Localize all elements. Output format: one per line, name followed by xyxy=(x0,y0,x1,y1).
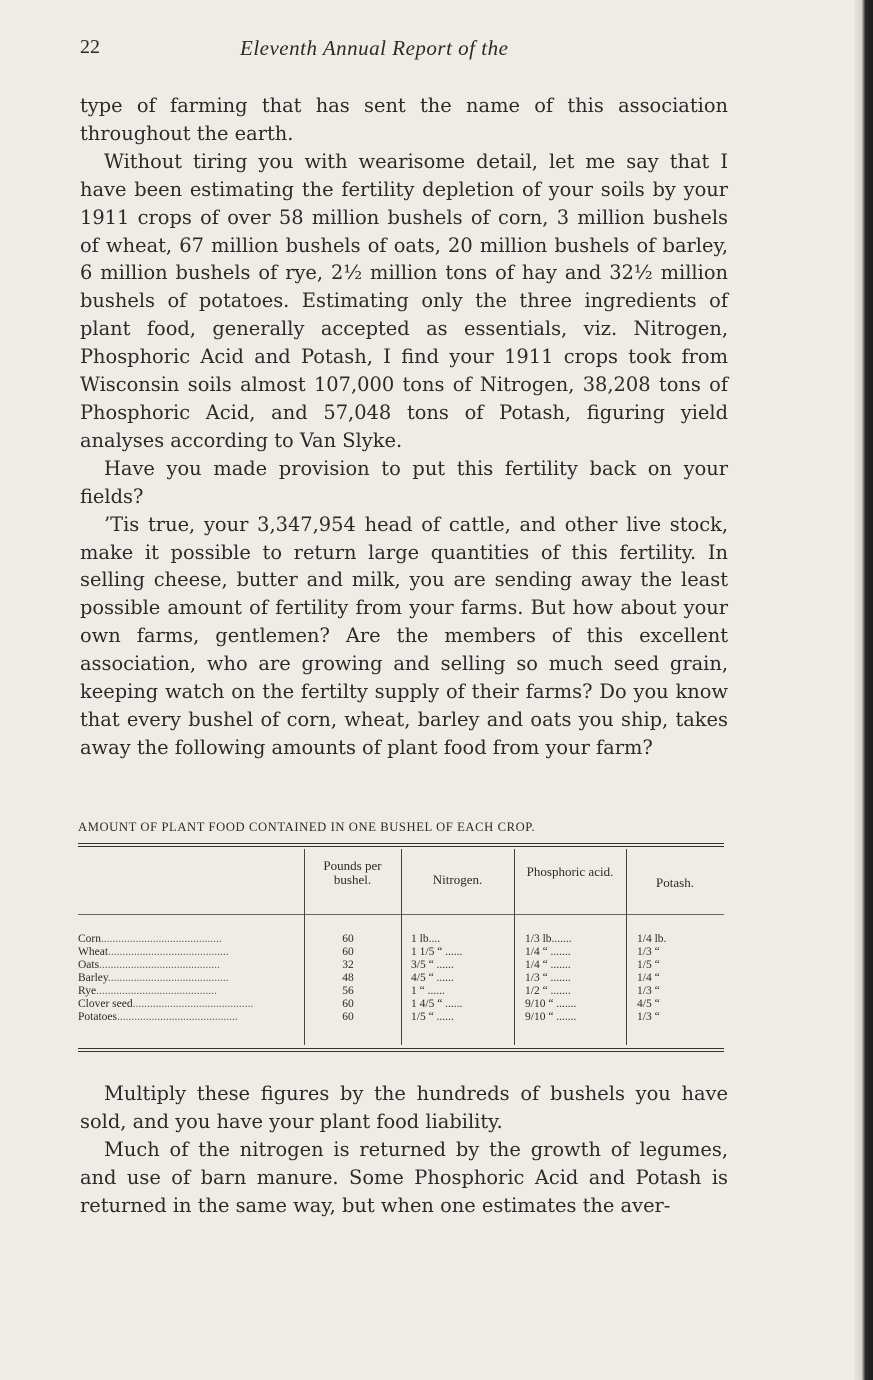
phosphoric-cell: 1/3 lb....... xyxy=(525,933,572,945)
table-top-rule xyxy=(78,843,724,844)
lbs-cell: 60 xyxy=(342,998,354,1010)
table-top-rule-double xyxy=(78,846,724,847)
lbs-cell: 60 xyxy=(342,1011,354,1023)
phosphoric-cell: 1/4 “ ....... xyxy=(525,946,571,958)
paragraph: Have you made provision to put this fertility back on your fields? xyxy=(80,456,728,508)
plant-food-table xyxy=(78,843,724,1055)
nitrogen-cell: 4/5 “ ...... xyxy=(411,972,454,984)
potash-cell: 1/4 lb. xyxy=(637,933,667,945)
lbs-cell: 60 xyxy=(342,933,354,945)
crop-name: Wheat xyxy=(78,946,109,958)
crop-name: Corn xyxy=(78,933,101,945)
paragraph: Much of the nitrogen is returned by the growth of legumes, and use of barn manure. Some Phosphoric Acid and Potash is returned in the same way, but when one estimates the aver- xyxy=(80,1137,728,1217)
lbs-cell: 56 xyxy=(342,985,354,997)
nitrogen-cell: 1 1/5 “ ...... xyxy=(411,946,463,958)
potash-cell: 1/3 “ xyxy=(637,946,660,958)
potash-cell: 1/4 “ xyxy=(637,972,660,984)
running-head: Eleventh Annual Report of the xyxy=(240,36,509,60)
table-caption: AMOUNT OF PLANT FOOD CONTAINED IN ONE BUSHEL OF EACH CROP. xyxy=(78,820,536,834)
table-body xyxy=(78,933,724,1024)
table-row: Potatoes.......................................... 60 1/5 “ ...... 9/10 “ ....... 1/3 “ xyxy=(78,1011,724,1024)
crop-name: Barley xyxy=(78,972,108,984)
paragraph: Multiply these figures by the hundreds of bushels you have sold, and you have your plant food liability. xyxy=(80,1082,728,1133)
crop-name: Clover seed xyxy=(78,998,133,1010)
column-header-phosphoric: Phosphoric acid. xyxy=(526,864,614,879)
nitrogen-cell: 1 “ ...... xyxy=(411,985,445,997)
crop-name: Potatoes xyxy=(78,1011,117,1023)
lbs-cell: 48 xyxy=(342,972,354,984)
body-text-after-table xyxy=(80,1080,728,1220)
table-bottom-rule xyxy=(78,1048,724,1049)
table-row: Clover seed.......................................... 60 1 4/5 “ ...... 9/10 “ ....... 4/5 “ xyxy=(78,998,724,1011)
nitrogen-cell: 1/5 “ ...... xyxy=(411,1011,454,1023)
paragraph: ’Tis true, your 3,347,954 head of cattle, and other live stock, make it possible to return large quantities of this fertility. In selling cheese, butter and milk, you are sending away the least possible amount of fertility from your farms. But how about your own farms, gentlemen? Are the members of this excellent association, who are growing and selling so much seed grain, keeping watch on the fertilty supply of their farms? Do you know that every bushel of corn, wheat, barley and oats you ship, takes away the following amounts of plant food from your farm? xyxy=(80,512,728,759)
nitrogen-cell: 1 lb.... xyxy=(411,933,441,945)
potash-cell: 1/3 “ xyxy=(637,985,660,997)
lbs-cell: 60 xyxy=(342,946,354,958)
paragraph: type of farming that has sent the name of this association throughout the earth. xyxy=(80,94,728,145)
table-row: Oats.......................................... 32 3/5 “ ...... 1/4 “ ....... 1/5 “ xyxy=(78,959,724,972)
page-edge-shadow xyxy=(854,0,873,1380)
phosphoric-cell: 1/3 “ ....... xyxy=(525,972,571,984)
potash-cell: 1/5 “ xyxy=(637,959,660,971)
page-number: 22 xyxy=(80,36,100,58)
phosphoric-cell: 1/2 “ ....... xyxy=(525,985,571,997)
phosphoric-cell: 9/10 “ ....... xyxy=(525,998,577,1010)
phosphoric-cell: 9/10 “ ....... xyxy=(525,1011,577,1023)
potash-cell: 4/5 “ xyxy=(637,998,660,1010)
column-header-lbs: Pounds per bushel. xyxy=(323,858,382,887)
table-row: Wheat.......................................... 60 1 1/5 “ ...... 1/4 “ ....... 1/3 “ xyxy=(78,946,724,959)
table-row: Rye.......................................... 56 1 “ ...... 1/2 “ ....... 1/3 “ xyxy=(78,985,724,998)
nitrogen-cell: 1 4/5 “ ...... xyxy=(411,998,463,1010)
crop-name: Oats xyxy=(78,959,100,971)
table-row: Corn.......................................... 60 1 lb.... 1/3 lb....... 1/4 lb. xyxy=(78,933,724,946)
phosphoric-cell: 1/4 “ ....... xyxy=(525,959,571,971)
column-header-nitrogen: Nitrogen. xyxy=(432,872,483,887)
table-bottom-rule-double xyxy=(78,1051,724,1052)
paragraph: Without tiring you with wearisome detail, let me say that I have been estimating the fertility depletion of your soils by your 1911 crops of over 58 million bushels of corn, 3 million bushels of wheat, 67 million bushels of oats, 20 million bushels of barley, 6 million bushels of rye, 2½ million tons of hay and 32½ million bushels of potatoes. Estimating only the three ingredients of plant food, generally accepted as essentials, viz. Nitrogen, Phosphoric Acid and Potash, I find your 1911 crops took from Wisconsin soils almost 107,000 tons of Nitrogen, 38,208 tons of Phosphoric Acid, and 57,048 tons of Potash, figuring yield analyses according to Van Slyke. xyxy=(80,149,728,452)
page-header xyxy=(80,36,730,76)
body-text xyxy=(80,92,728,762)
lbs-cell: 32 xyxy=(342,959,354,971)
crop-name: Rye xyxy=(78,985,97,997)
potash-cell: 1/3 “ xyxy=(637,1011,660,1023)
column-header-potash: Potash. xyxy=(656,875,694,890)
nitrogen-cell: 3/5 “ ...... xyxy=(411,959,454,971)
table-row: Barley.......................................... 48 4/5 “ ...... 1/3 “ ....... 1/4 “ xyxy=(78,972,724,985)
